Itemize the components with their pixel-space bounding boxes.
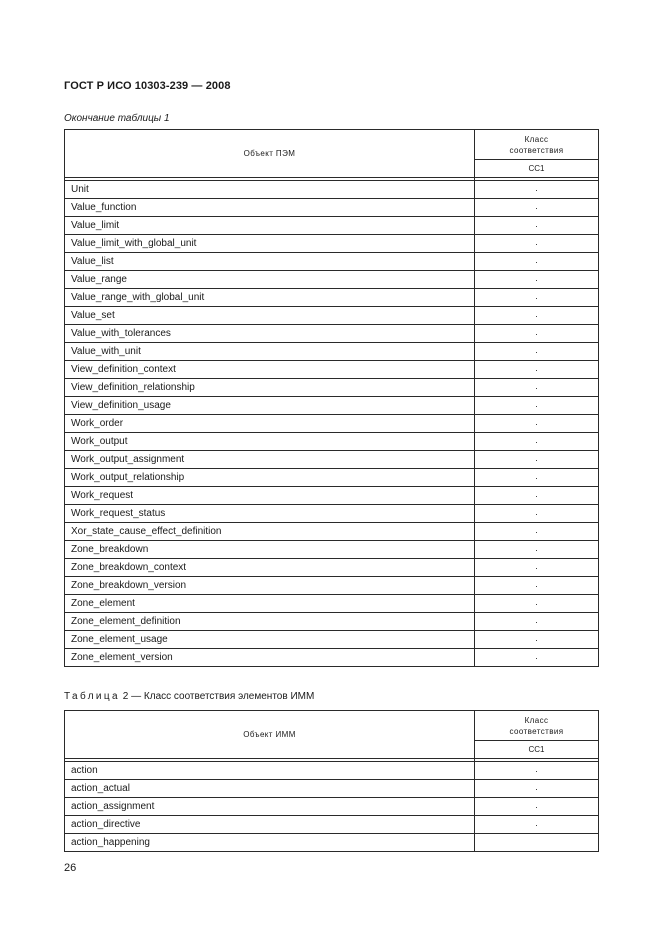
table-row (65, 397, 599, 415)
table1-object-header: Объект ПЭМ (65, 130, 475, 178)
row-object-name: Work_output (65, 433, 475, 451)
row-cc1-mark: · (475, 217, 599, 235)
table-row (65, 798, 599, 816)
row-object-name: Value_with_unit (65, 343, 475, 361)
row-object-name: Zone_element_version (65, 649, 475, 667)
table2-class-header-line2: соответствия (509, 726, 564, 736)
row-cc1-mark: · (475, 780, 599, 798)
table-row (65, 217, 599, 235)
row-object-name: View_definition_relationship (65, 379, 475, 397)
row-object-name: Value_list (65, 253, 475, 271)
row-object-name: Work_order (65, 415, 475, 433)
table-row (65, 415, 599, 433)
table-row (65, 577, 599, 595)
row-object-name: Value_range_with_global_unit (65, 289, 475, 307)
table-row (65, 523, 599, 541)
row-cc1-mark: · (475, 595, 599, 613)
table-row (65, 469, 599, 487)
row-cc1-mark: · (475, 816, 599, 834)
row-object-name: Zone_element_usage (65, 631, 475, 649)
row-object-name: Value_with_tolerances (65, 325, 475, 343)
table1-class-header-line1: Класс (524, 134, 549, 144)
row-object-name: Work_output_assignment (65, 451, 475, 469)
row-cc1-mark: · (475, 762, 599, 780)
row-object-name: action_directive (65, 816, 475, 834)
table-row (65, 325, 599, 343)
row-object-name: Zone_breakdown_context (65, 559, 475, 577)
table-row (65, 649, 599, 667)
row-object-name: action_actual (65, 780, 475, 798)
row-object-name: Value_set (65, 307, 475, 325)
row-object-name: Value_limit_with_global_unit (65, 235, 475, 253)
table2-caption-text: 2 — Класс соответствия элементов ИММ (122, 691, 315, 702)
table-row (65, 181, 599, 199)
row-cc1-mark: · (475, 613, 599, 631)
table-row (65, 235, 599, 253)
row-cc1-mark (475, 834, 599, 852)
table2-cc1-header: CC1 (475, 741, 599, 759)
row-object-name: View_definition_usage (65, 397, 475, 415)
row-object-name: Value_range (65, 271, 475, 289)
row-object-name: Zone_breakdown_version (65, 577, 475, 595)
table1-body (65, 181, 599, 667)
table-row (65, 541, 599, 559)
table-row (65, 559, 599, 577)
row-object-name: View_definition_context (65, 361, 475, 379)
row-cc1-mark: · (475, 307, 599, 325)
table-row (65, 433, 599, 451)
table-row (65, 271, 599, 289)
table-row (65, 487, 599, 505)
table1-class-header (475, 130, 599, 160)
table-row (65, 613, 599, 631)
row-object-name: Xor_state_cause_effect_definition (65, 523, 475, 541)
row-object-name: Work_output_relationship (65, 469, 475, 487)
row-cc1-mark: · (475, 798, 599, 816)
table2-caption-label: Таблица (64, 691, 121, 702)
table-row (65, 379, 599, 397)
table-row (65, 343, 599, 361)
row-object-name: action_assignment (65, 798, 475, 816)
row-object-name: Zone_breakdown (65, 541, 475, 559)
table-row (65, 834, 599, 852)
row-object-name: Work_request_status (65, 505, 475, 523)
table2-class-header (475, 711, 599, 741)
table-row (65, 307, 599, 325)
row-cc1-mark: · (475, 541, 599, 559)
table2 (64, 710, 599, 852)
table2-body (65, 762, 599, 852)
row-cc1-mark: · (475, 415, 599, 433)
row-cc1-mark: · (475, 289, 599, 307)
row-object-name: Value_function (65, 199, 475, 217)
row-cc1-mark: · (475, 343, 599, 361)
row-cc1-mark: · (475, 631, 599, 649)
page-number: 26 (64, 862, 77, 874)
row-object-name: Unit (65, 181, 475, 199)
row-cc1-mark: · (475, 325, 599, 343)
row-cc1-mark: · (475, 361, 599, 379)
row-cc1-mark: · (475, 451, 599, 469)
row-cc1-mark: · (475, 235, 599, 253)
table-row (65, 631, 599, 649)
table-row (65, 289, 599, 307)
table2-caption (64, 691, 314, 702)
row-object-name: Value_limit (65, 217, 475, 235)
table-row (65, 253, 599, 271)
row-cc1-mark: · (475, 271, 599, 289)
row-cc1-mark: · (475, 469, 599, 487)
row-cc1-mark: · (475, 379, 599, 397)
table-row (65, 199, 599, 217)
document-header: ГОСТ Р ИСО 10303-239 — 2008 (64, 80, 231, 92)
row-cc1-mark: · (475, 433, 599, 451)
row-object-name: action (65, 762, 475, 780)
table-row (65, 780, 599, 798)
table1-class-header-line2: соответствия (509, 145, 564, 155)
table2-object-header: Объект ИММ (65, 711, 475, 759)
table2-class-header-line1: Класс (524, 715, 549, 725)
row-cc1-mark: · (475, 487, 599, 505)
row-object-name: Work_request (65, 487, 475, 505)
row-object-name: action_happening (65, 834, 475, 852)
table1 (64, 129, 599, 667)
row-object-name: Zone_element_definition (65, 613, 475, 631)
row-cc1-mark: · (475, 505, 599, 523)
table-row (65, 816, 599, 834)
row-cc1-mark: · (475, 253, 599, 271)
table-row (65, 361, 599, 379)
row-cc1-mark: · (475, 649, 599, 667)
row-cc1-mark: · (475, 181, 599, 199)
table1-cc1-header: CC1 (475, 160, 599, 178)
row-cc1-mark: · (475, 559, 599, 577)
row-cc1-mark: · (475, 523, 599, 541)
table-row (65, 451, 599, 469)
row-cc1-mark: · (475, 397, 599, 415)
row-cc1-mark: · (475, 199, 599, 217)
table-row (65, 595, 599, 613)
row-cc1-mark: · (475, 577, 599, 595)
row-object-name: Zone_element (65, 595, 475, 613)
table-row (65, 505, 599, 523)
table1-caption: Окончание таблицы 1 (64, 113, 170, 124)
table-row (65, 762, 599, 780)
